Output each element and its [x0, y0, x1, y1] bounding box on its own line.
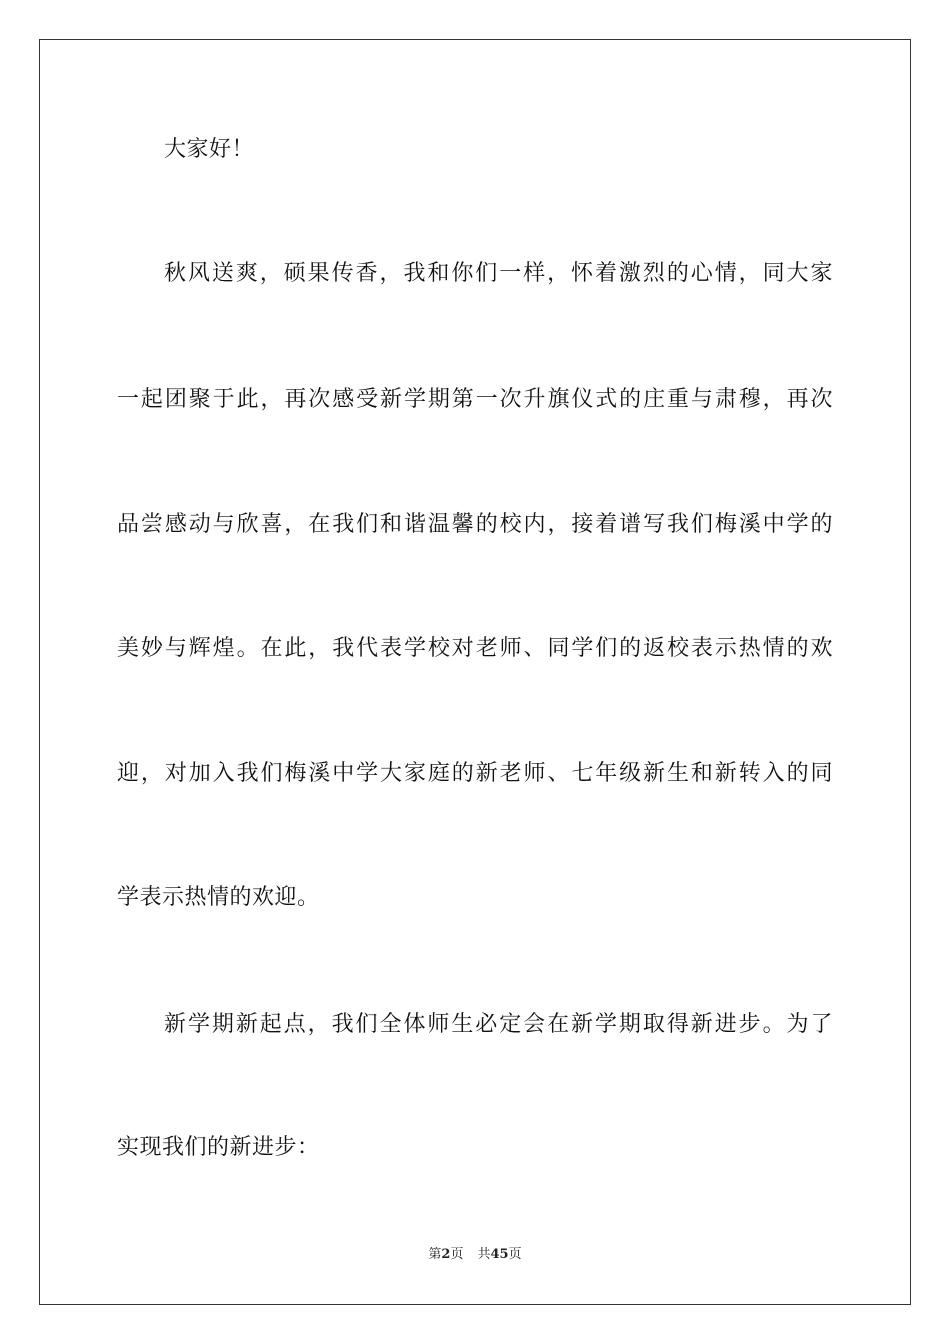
- footer-total-suffix: 页: [508, 1247, 522, 1262]
- paragraph-1-line-5: 迎，对加入我们梅溪中学大家庭的新老师、七年级新生和新转入的同: [117, 761, 833, 786]
- footer-page-number: 2: [441, 1247, 451, 1262]
- paragraph-2-line-2: 实现我们的新进步：: [117, 1135, 320, 1160]
- greeting-line: 大家好！: [164, 137, 255, 162]
- paragraph-1-line-3: 品尝感动与欣喜，在我们和谐温馨的校内，接着谱写我们梅溪中学的: [117, 512, 833, 537]
- page-border: [39, 39, 911, 1305]
- paragraph-1-line-2: 一起团聚于此，再次感受新学期第一次升旗仪式的庄重与肃穆，再次: [117, 387, 833, 412]
- page-footer: [0, 1246, 950, 1264]
- paragraph-1-line-4: 美妙与辉煌。在此，我代表学校对老师、同学们的返校表示热情的欢: [117, 636, 833, 661]
- footer-total-prefix: 共: [477, 1247, 491, 1262]
- paragraph-2-line-1: 新学期新起点，我们全体师生必定会在新学期取得新进步。为了: [164, 1012, 833, 1037]
- footer-total-pages: 45: [490, 1247, 509, 1262]
- footer-page-prefix: 第: [428, 1247, 442, 1262]
- footer-page-suffix: 页: [450, 1247, 464, 1262]
- paragraph-1-line-6: 学表示热情的欢迎。: [117, 885, 320, 910]
- paragraph-1-line-1: 秋风送爽，硕果传香，我和你们一样，怀着激烈的心情，同大家: [164, 261, 833, 286]
